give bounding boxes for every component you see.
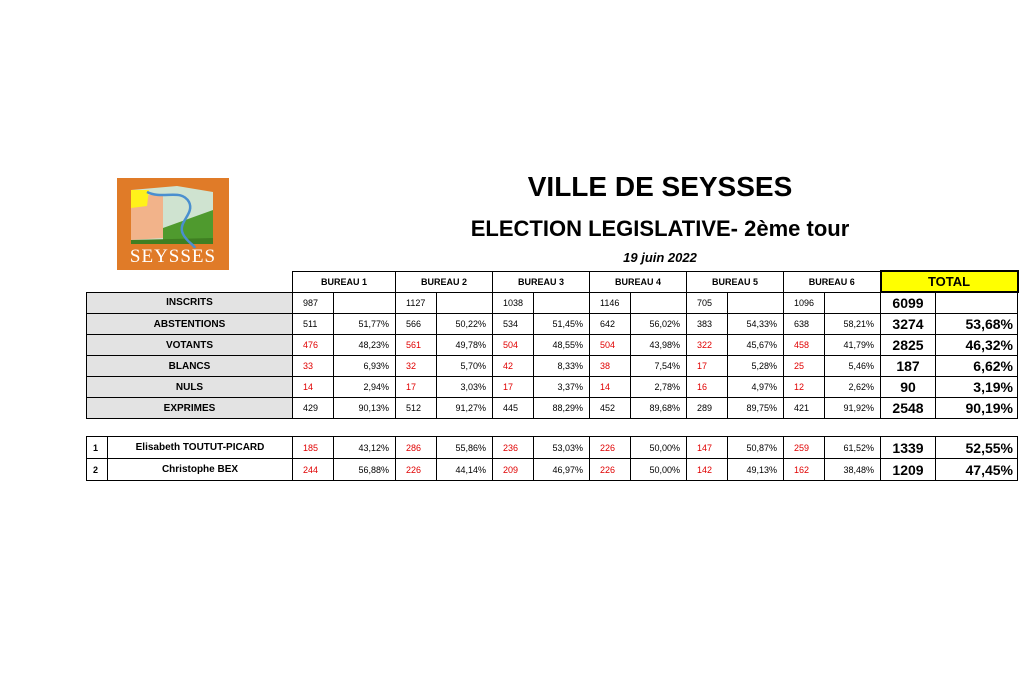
cell-percent: 55,86% — [437, 437, 493, 459]
col-bureau-2: BUREAU 2 — [396, 271, 493, 292]
col-total: TOTAL — [881, 271, 1018, 292]
total-percent — [936, 292, 1018, 314]
candidate-row — [87, 459, 1018, 481]
cell-percent: 89,68% — [631, 398, 687, 419]
cell-count: 566 — [396, 314, 437, 335]
total-percent: 3,19% — [936, 377, 1018, 398]
total-count: 1339 — [881, 437, 936, 459]
cell-count: 14 — [293, 377, 334, 398]
cell-percent: 49,78% — [437, 335, 493, 356]
col-bureau-6: BUREAU 6 — [784, 271, 881, 292]
cell-percent: 49,13% — [728, 459, 784, 481]
candidate-number: 1 — [87, 437, 108, 459]
total-percent: 46,32% — [936, 335, 1018, 356]
cell-count: 12 — [784, 377, 825, 398]
candidate-row — [87, 437, 1018, 459]
cell-count: 226 — [590, 459, 631, 481]
seysses-logo — [117, 178, 229, 270]
cell-count: 236 — [493, 437, 534, 459]
header-corner — [87, 271, 293, 292]
cell-percent: 90,13% — [334, 398, 396, 419]
cell-count: 445 — [493, 398, 534, 419]
cell-count: 38 — [590, 356, 631, 377]
cell-count: 476 — [293, 335, 334, 356]
candidate-name: Christophe BEX — [108, 459, 293, 481]
table-row — [87, 335, 1018, 356]
candidate-number: 2 — [87, 459, 108, 481]
cell-count: 142 — [687, 459, 728, 481]
cell-count: 244 — [293, 459, 334, 481]
cell-count: 1146 — [590, 292, 631, 314]
total-count: 6099 — [881, 292, 936, 314]
cell-count: 504 — [590, 335, 631, 356]
cell-percent: 89,75% — [728, 398, 784, 419]
results-table — [86, 270, 1019, 419]
page-title: VILLE DE SEYSSES — [527, 171, 793, 202]
cell-percent: 5,28% — [728, 356, 784, 377]
cell-count: 16 — [687, 377, 728, 398]
cell-count: 17 — [396, 377, 437, 398]
cell-count: 42 — [493, 356, 534, 377]
cell-percent: 6,93% — [334, 356, 396, 377]
cell-count: 226 — [396, 459, 437, 481]
candidate-name: Elisabeth TOUTUT-PICARD — [108, 437, 293, 459]
table-row — [87, 377, 1018, 398]
cell-count: 429 — [293, 398, 334, 419]
cell-percent: 2,62% — [825, 377, 881, 398]
cell-percent: 56,02% — [631, 314, 687, 335]
total-count: 90 — [881, 377, 936, 398]
cell-percent — [534, 292, 590, 314]
cell-count: 642 — [590, 314, 631, 335]
cell-percent: 91,27% — [437, 398, 493, 419]
cell-count: 561 — [396, 335, 437, 356]
cell-percent: 61,52% — [825, 437, 881, 459]
total-count: 187 — [881, 356, 936, 377]
cell-percent: 46,97% — [534, 459, 590, 481]
cell-count: 33 — [293, 356, 334, 377]
cell-percent: 50,22% — [437, 314, 493, 335]
cell-percent: 3,03% — [437, 377, 493, 398]
cell-percent: 5,46% — [825, 356, 881, 377]
cell-percent: 3,37% — [534, 377, 590, 398]
total-count: 2548 — [881, 398, 936, 419]
cell-count: 512 — [396, 398, 437, 419]
page-subtitle: ELECTION LEGISLATIVE- 2ème tour — [470, 216, 850, 241]
cell-count: 452 — [590, 398, 631, 419]
total-percent: 52,55% — [936, 437, 1018, 459]
cell-count: 32 — [396, 356, 437, 377]
row-label: NULS — [87, 377, 293, 398]
col-bureau-1: BUREAU 1 — [293, 271, 396, 292]
row-label: ABSTENTIONS — [87, 314, 293, 335]
cell-percent: 43,98% — [631, 335, 687, 356]
cell-percent: 41,79% — [825, 335, 881, 356]
candidates-table — [86, 436, 1018, 481]
col-bureau-3: BUREAU 3 — [493, 271, 590, 292]
cell-percent: 58,21% — [825, 314, 881, 335]
row-label: INSCRITS — [87, 292, 293, 314]
cell-percent: 56,88% — [334, 459, 396, 481]
total-percent: 53,68% — [936, 314, 1018, 335]
cell-percent: 48,23% — [334, 335, 396, 356]
table-row — [87, 292, 1018, 314]
cell-percent: 51,77% — [334, 314, 396, 335]
cell-percent: 8,33% — [534, 356, 590, 377]
header-row — [87, 271, 1018, 292]
cell-percent: 7,54% — [631, 356, 687, 377]
row-label: VOTANTS — [87, 335, 293, 356]
total-count: 1209 — [881, 459, 936, 481]
cell-count: 209 — [493, 459, 534, 481]
cell-percent: 44,14% — [437, 459, 493, 481]
cell-percent: 2,94% — [334, 377, 396, 398]
cell-count: 17 — [493, 377, 534, 398]
table-row — [87, 314, 1018, 335]
total-percent: 90,19% — [936, 398, 1018, 419]
cell-percent — [437, 292, 493, 314]
cell-count: 17 — [687, 356, 728, 377]
table-row — [87, 356, 1018, 377]
cell-count: 534 — [493, 314, 534, 335]
cell-count: 638 — [784, 314, 825, 335]
cell-percent: 43,12% — [334, 437, 396, 459]
cell-count: 421 — [784, 398, 825, 419]
cell-count: 25 — [784, 356, 825, 377]
cell-percent: 50,00% — [631, 459, 687, 481]
table-row — [87, 398, 1018, 419]
cell-percent: 91,92% — [825, 398, 881, 419]
cell-percent — [334, 292, 396, 314]
cell-percent: 2,78% — [631, 377, 687, 398]
cell-count: 458 — [784, 335, 825, 356]
cell-count: 1096 — [784, 292, 825, 314]
col-bureau-4: BUREAU 4 — [590, 271, 687, 292]
cell-percent — [631, 292, 687, 314]
cell-count: 1127 — [396, 292, 437, 314]
cell-percent: 54,33% — [728, 314, 784, 335]
cell-percent — [825, 292, 881, 314]
cell-percent — [728, 292, 784, 314]
cell-percent: 50,87% — [728, 437, 784, 459]
cell-percent: 38,48% — [825, 459, 881, 481]
election-date: 19 juin 2022 — [623, 250, 697, 265]
row-label: BLANCS — [87, 356, 293, 377]
cell-count: 147 — [687, 437, 728, 459]
cell-count: 162 — [784, 459, 825, 481]
col-bureau-5: BUREAU 5 — [687, 271, 784, 292]
cell-percent: 51,45% — [534, 314, 590, 335]
cell-percent: 48,55% — [534, 335, 590, 356]
cell-percent: 45,67% — [728, 335, 784, 356]
cell-count: 286 — [396, 437, 437, 459]
cell-percent: 53,03% — [534, 437, 590, 459]
cell-count: 504 — [493, 335, 534, 356]
total-count: 2825 — [881, 335, 936, 356]
row-label: EXPRIMES — [87, 398, 293, 419]
cell-count: 383 — [687, 314, 728, 335]
cell-count: 226 — [590, 437, 631, 459]
cell-percent: 50,00% — [631, 437, 687, 459]
cell-count: 705 — [687, 292, 728, 314]
cell-count: 511 — [293, 314, 334, 335]
cell-count: 322 — [687, 335, 728, 356]
cell-count: 289 — [687, 398, 728, 419]
cell-count: 1038 — [493, 292, 534, 314]
cell-percent: 5,70% — [437, 356, 493, 377]
total-count: 3274 — [881, 314, 936, 335]
total-percent: 6,62% — [936, 356, 1018, 377]
total-percent: 47,45% — [936, 459, 1018, 481]
cell-percent: 88,29% — [534, 398, 590, 419]
cell-count: 259 — [784, 437, 825, 459]
logo-text: SEYSSES — [129, 246, 217, 267]
cell-percent: 4,97% — [728, 377, 784, 398]
cell-count: 185 — [293, 437, 334, 459]
cell-count: 14 — [590, 377, 631, 398]
cell-count: 987 — [293, 292, 334, 314]
